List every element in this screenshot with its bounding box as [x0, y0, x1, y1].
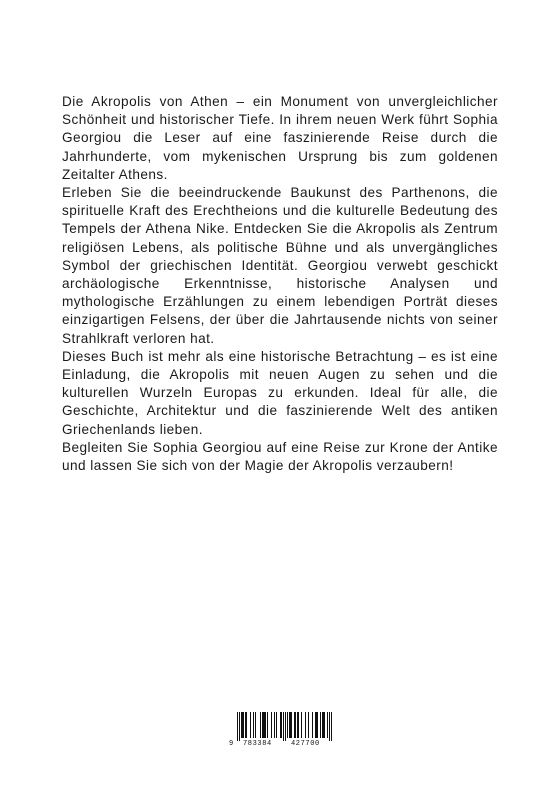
- barcode-bar: [243, 712, 244, 738]
- barcode-first-digit: 9: [229, 740, 234, 748]
- blurb-paragraph-1: Die Akropolis von Athen – ein Monument von unvergleichlicher Schönheit und historischer Tiefe. In ihrem neuen Werk führt Sophia Georgiou die Leser auf eine faszinierende Reise durch die Jahrhunderte, vom mykenischen Ursprung bis zum goldenen Zeitalter Athens.: [62, 94, 498, 182]
- barcode-bar: [274, 712, 275, 738]
- barcode-bar: [327, 712, 328, 738]
- barcode-bar: [264, 712, 265, 738]
- barcode-bar: [237, 712, 238, 741]
- barcode-bar: [315, 712, 316, 738]
- barcode-bar: [312, 712, 313, 738]
- blurb-paragraph-3: Dieses Buch ist mehr als eine historische Betrachtung – es ist eine Einladung, die Akropolis mit neuen Augen zu sehen und die kulturellen Wurzeln Europas zu erkunden. Ideal für alle, die Geschichte, Architektur und die faszinierende Welt des antiken Griechenlands lieben.: [62, 348, 498, 437]
- barcode-bar: [287, 712, 288, 738]
- barcode-bar: [253, 712, 254, 738]
- blurb-paragraph-2: Erleben Sie die beeindruckende Baukunst des Parthenons, die spirituelle Kraft des Erechtheions und die kulturelle Bedeutung des Tempels der Athena Nike. Entdecken Sie die Akropolis als Zentrum religiösen Lebens, als politische Bühne und als unvergängliches Symbol der griechischen Identität. Georgiou verwebt geschickt archäologische Erkenntnisse, historische Analysen und mythologische Erzählungen zu einem lebendigen Porträt dieses einzigartigen Felsens, der über die Jahrtausende nichts von seiner Strahlkraft verloren hat.: [62, 185, 498, 346]
- barcode-bar: [271, 712, 272, 738]
- blurb-paragraph-4: Begleiten Sie Sophia Georgiou auf eine Reise zur Krone der Antike und lassen Sie sich von der Magie der Akropolis verzaubern!: [62, 439, 498, 474]
- barcode-bar: [308, 712, 309, 738]
- barcode-right-digits: 427700: [291, 740, 320, 748]
- barcode-bar: [255, 712, 256, 738]
- barcode-bar: [329, 712, 330, 741]
- barcode-bar: [250, 712, 251, 738]
- barcode-bar: [289, 712, 290, 738]
- barcode-bar: [301, 712, 302, 738]
- barcode-bar: [297, 712, 298, 738]
- barcode-bar: [323, 712, 324, 738]
- barcode-bar: [242, 712, 243, 738]
- isbn-barcode: [228, 711, 332, 751]
- barcode-bar: [241, 712, 242, 738]
- barcode-bar: [262, 712, 263, 738]
- barcode-bar: [245, 712, 246, 738]
- barcode-bar: [291, 712, 292, 738]
- barcode-bar: [283, 712, 284, 741]
- barcode-bar: [290, 712, 291, 738]
- barcode-bar: [295, 712, 296, 738]
- barcode-bar: [317, 712, 318, 738]
- barcode-bar: [265, 712, 266, 738]
- barcode-left-digits: 783384: [243, 740, 272, 748]
- barcode-bar: [239, 712, 240, 741]
- barcode-bar: [276, 712, 277, 738]
- barcode-bar: [260, 712, 261, 738]
- barcode-bar: [246, 712, 247, 738]
- barcode-bar: [263, 712, 264, 738]
- barcode-bar: [281, 712, 282, 738]
- barcode-bar: [331, 712, 332, 741]
- barcode-bar: [280, 712, 281, 738]
- barcode-bar: [322, 712, 323, 738]
- barcode-bar: [294, 712, 295, 738]
- barcode-bar: [305, 712, 306, 738]
- barcode-digits: [228, 738, 332, 750]
- barcode-bar: [316, 712, 317, 738]
- barcode-bar: [320, 712, 321, 738]
- barcode-bar: [267, 712, 268, 738]
- barcode-bar: [324, 712, 325, 738]
- back-cover-blurb: [62, 93, 498, 475]
- barcode-bar: [285, 712, 286, 741]
- barcode-bar: [298, 712, 299, 738]
